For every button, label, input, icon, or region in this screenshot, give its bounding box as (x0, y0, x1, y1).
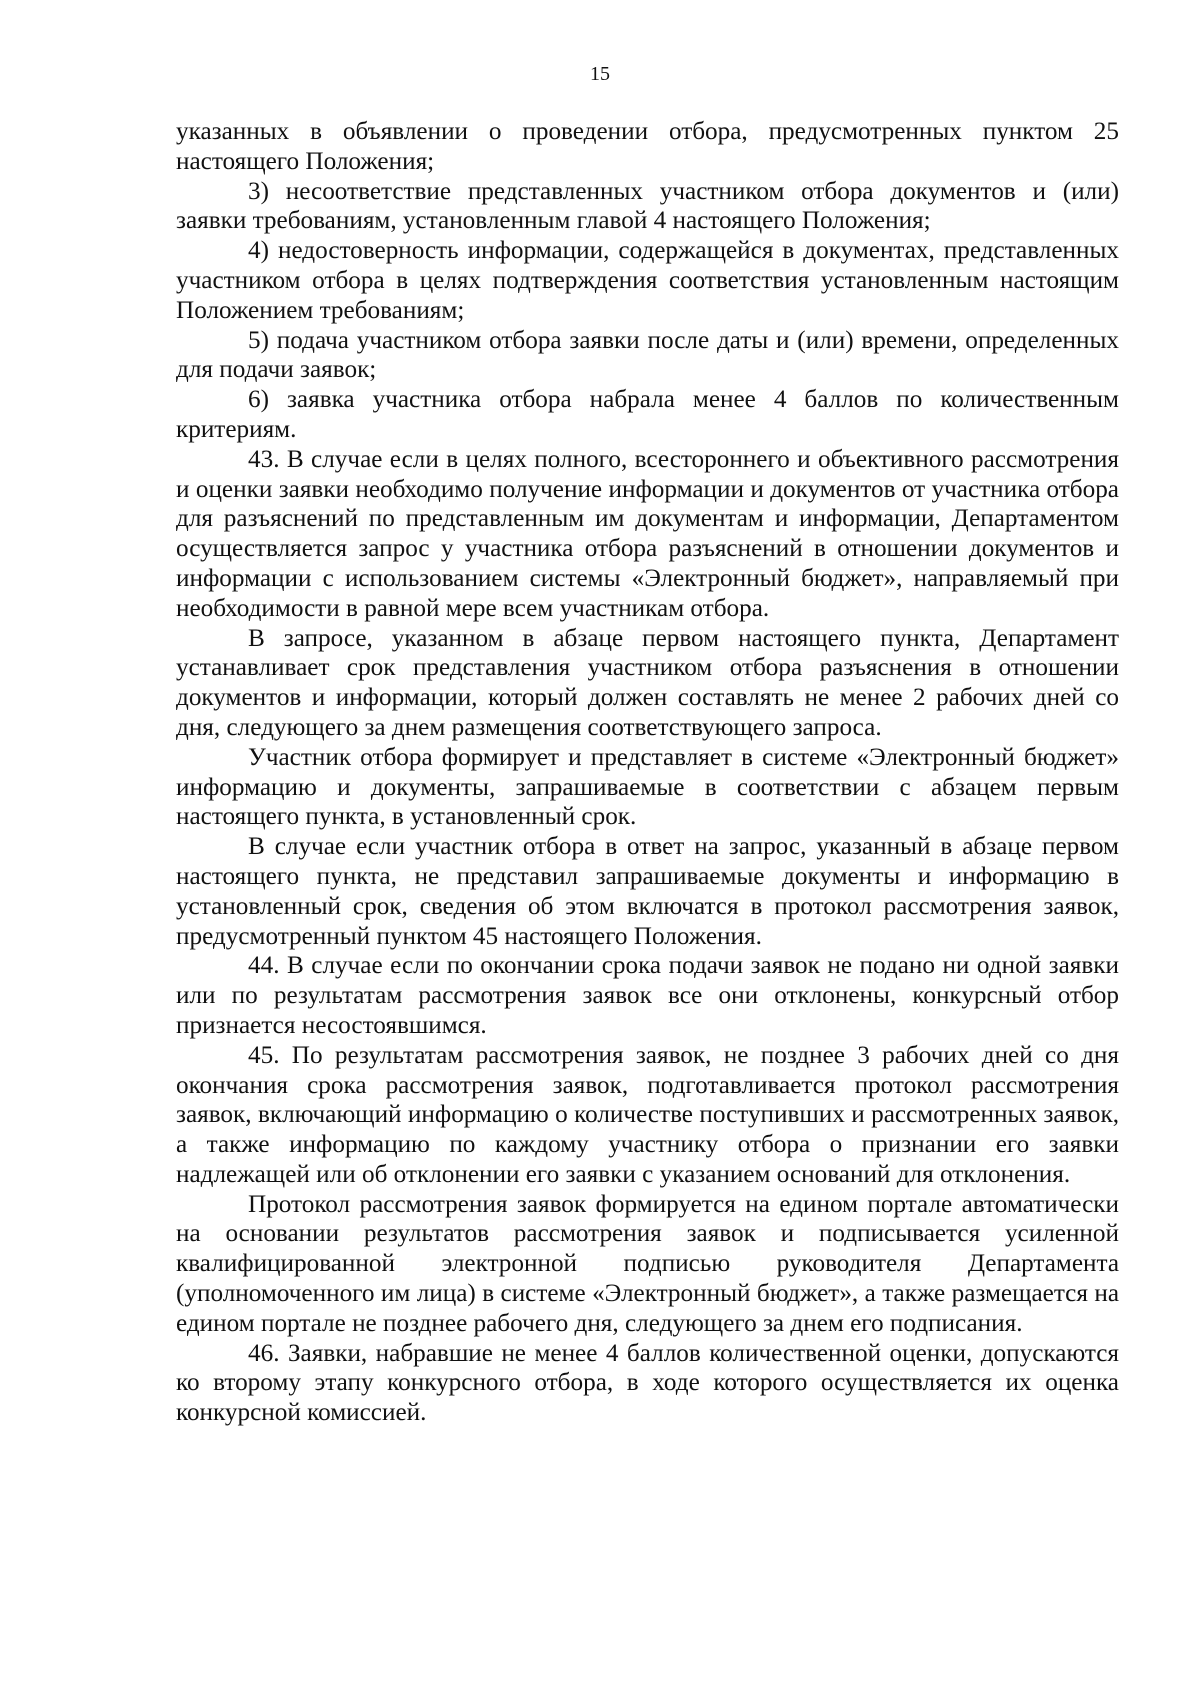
page-number: 15 (590, 63, 610, 85)
paragraph: 3) несоответствие представленных участником отбора документов и (или) заявки требованиям, установленным главой 4 настоящего Положения; (176, 177, 1119, 235)
paragraph: 45. По результатам рассмотрения заявок, не позднее 3 рабочих дней со дня окончания срока рассмотрения заявок, подготавливается протокол рассмотрения заявок, включающий информацию о количестве поступивших и рассмотренных заявок, а также информацию по каждому участнику отбора о признании его заявки надлежащей или об отклонении его заявки с указанием оснований для отклонения. (176, 1041, 1119, 1188)
paragraph: 46. Заявки, набравшие не менее 4 баллов количественной оценки, допускаются ко второму этапу конкурсного отбора, в ходе которого осуществляется их оценка конкурсной комиссией. (176, 1339, 1119, 1427)
paragraph: Участник отбора формирует и представляет в системе «Электронный бюджет» информацию и документы, запрашиваемые в соответствии с абзацем первым настоящего пункта, в установленный срок. (176, 743, 1119, 831)
paragraph: В запросе, указанном в абзаце первом настоящего пункта, Департамент устанавливает срок представления участником отбора разъяснения в отношении документов и информации, который должен составлять не менее 2 рабочих дней со дня, следующего за днем размещения соответствующего запроса. (176, 624, 1119, 741)
paragraph: 5) подача участником отбора заявки после даты и (или) времени, определенных для подачи заявок; (176, 326, 1119, 384)
paragraph: В случае если участник отбора в ответ на запрос, указанный в абзаце первом настоящего пункта, не представил запрашиваемые документы и информацию в установленный срок, сведения об этом включатся в протокол рассмотрения заявок, предусмотренный пунктом 45 настоящего Положения. (176, 833, 1119, 950)
paragraph: 6) заявка участника отбора набрала менее 4 баллов по количественным критериям. (176, 386, 1119, 443)
paragraph: Протокол рассмотрения заявок формируется на едином портале автоматически на основании результатов рассмотрения заявок и подписывается усиленной квалифицированной электронной подписью руководителя Департамента (уполномоченного им лица) в системе «Электронный бюджет», а также размещается на едином портале не позднее рабочего дня, следующего за днем его подписания. (176, 1190, 1119, 1337)
paragraph: 44. В случае если по окончании срока подачи заявок не подано ни одной заявки или по результатам рассмотрения заявок все они отклонены, конкурсный отбор признается несостоявшимся. (176, 952, 1119, 1039)
document-body (176, 117, 1119, 1428)
paragraph: 43. В случае если в целях полного, всестороннего и объективного рассмотрения и оценки заявки необходимо получение информации и документов от участника отбора для разъяснений по представленным им документам и информации, Департаментом осуществляется запрос у участника отбора разъяснений в отношении документов и информации с использованием системы «Электронный бюджет», направляемый при необходимости в равной мере всем участникам отбора. (176, 445, 1119, 622)
paragraph: указанных в объявлении о проведении отбора, предусмотренных пунктом 25 настоящего Положения; (176, 118, 1119, 175)
paragraph: 4) недостоверность информации, содержащейся в документах, представленных участником отбора в целях подтверждения соответствия установленным настоящим Положением требованиям; (176, 237, 1119, 324)
